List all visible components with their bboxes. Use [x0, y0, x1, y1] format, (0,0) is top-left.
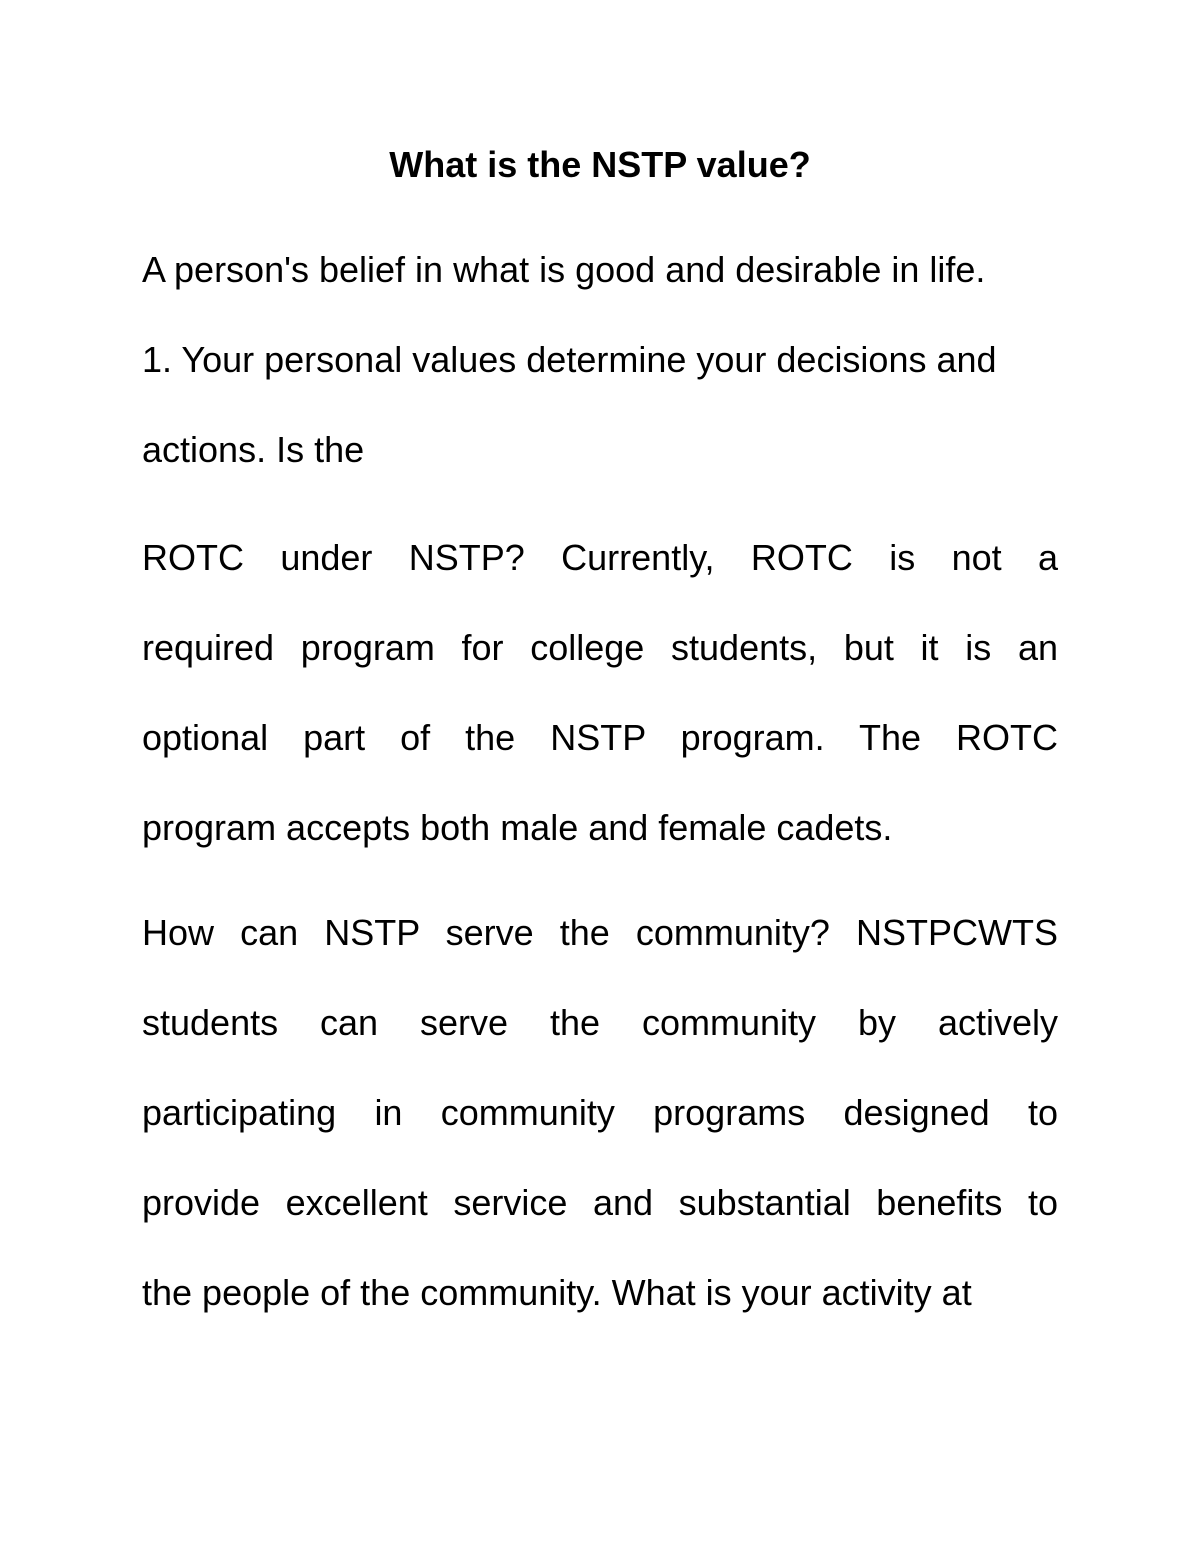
text-line: A person's belief in what is good and desirable in life. [142, 249, 986, 290]
text-line: How can NSTP serve the community? NSTPCWTS [142, 912, 1058, 953]
document-title: What is the NSTP value? [389, 144, 811, 185]
text-line: the people of the community. What is your activity at [142, 1272, 972, 1313]
text-line: optional part of the NSTP program. The ROTC [142, 717, 1058, 758]
text-line: participating in community programs designed to [142, 1092, 1058, 1133]
text-line: actions. Is the [142, 429, 365, 470]
text-line: provide excellent service and substantial benefits to [142, 1182, 1058, 1223]
text-line: ROTC under NSTP? Currently, ROTC is not a [142, 537, 1058, 578]
text-line: students can serve the community by actively [142, 1002, 1058, 1043]
text-line: required program for college students, but it is an [142, 627, 1058, 668]
text-line: 1. Your personal values determine your decisions and [142, 339, 997, 380]
text-line: program accepts both male and female cadets. [142, 807, 893, 848]
